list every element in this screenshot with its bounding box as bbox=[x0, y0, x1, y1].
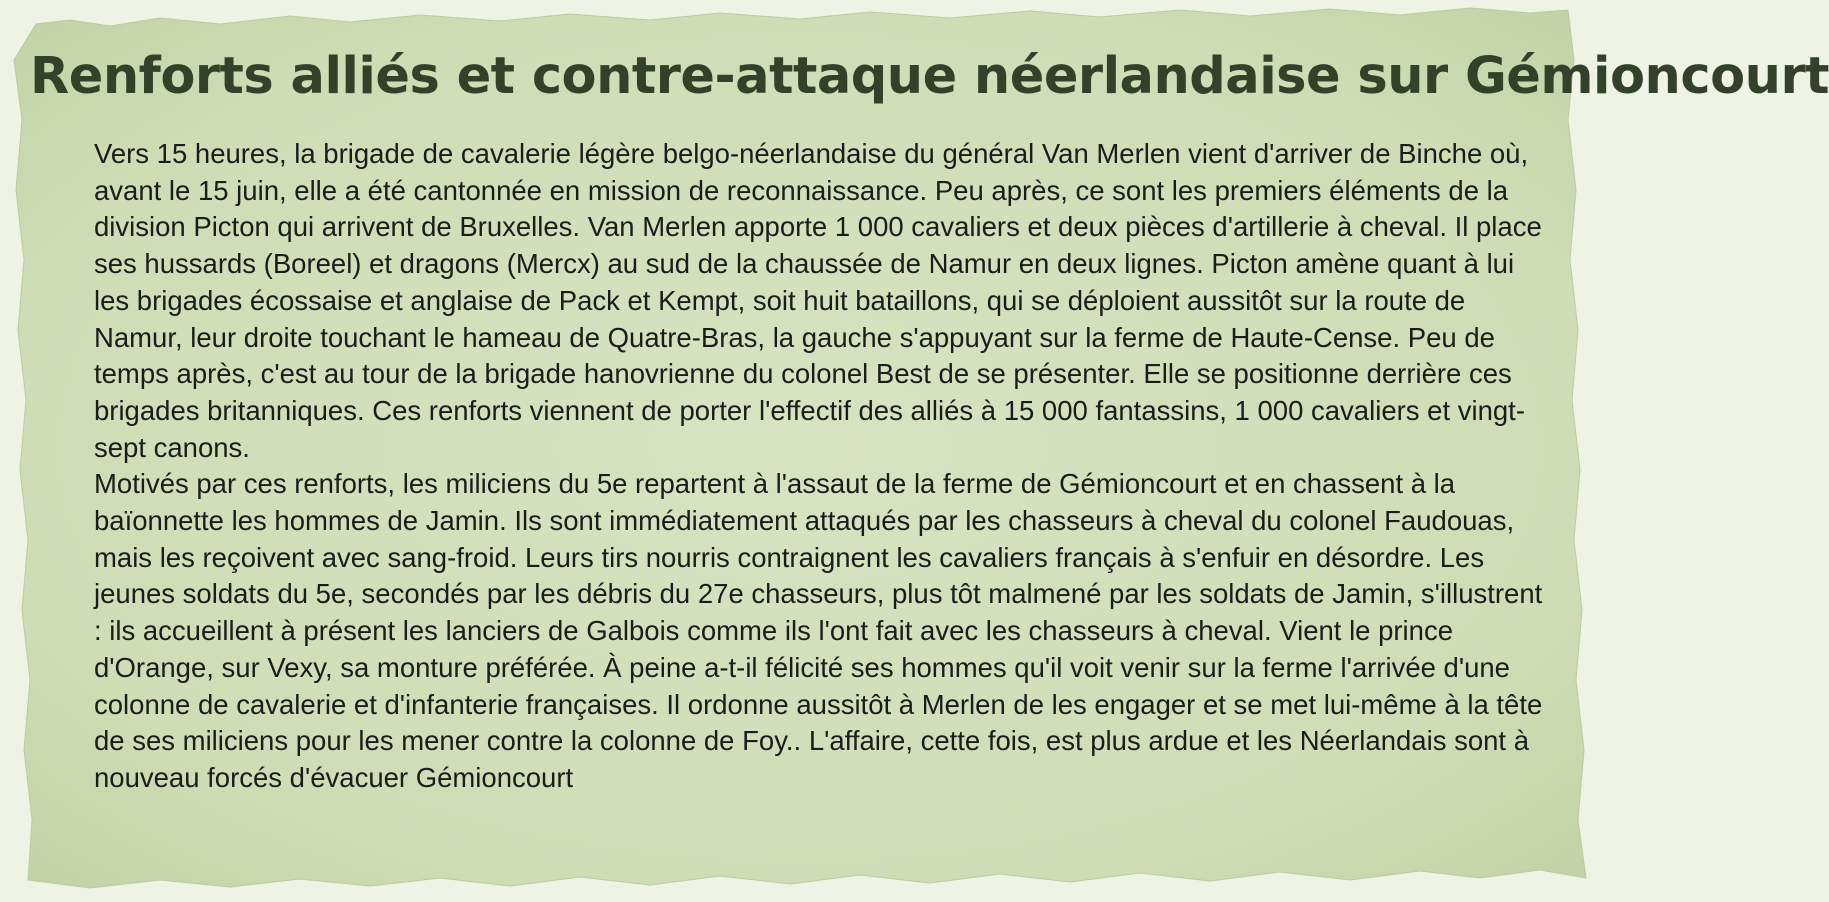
page-title: Renforts alliés et contre-attaque néerlandaise sur Gémioncourt bbox=[30, 47, 1829, 106]
paragraph: Motivés par ces renforts, les miliciens du 5e repartent à l'assaut de la ferme de Gémioncourt et en chassent à la baïonnette les hommes de Jamin. Ils sont immédiatement attaqués par les chasseurs à cheval du colonel Faudouas, mais les reçoivent avec sang-froid. Leurs tirs nourris contraignent les cavaliers français à s'enfuir en désordre. Les jeunes soldats du 5e, secondés par les débris du 27e chasseurs, plus tôt malmené par les soldats de Jamin, s'illustrent : ils accueillent à présent les lanciers de Galbois comme ils l'ont fait avec les chasseurs à cheval. Vient le prince d'Orange, sur Vexy, sa monture préférée. À peine a-t-il félicité ses hommes qu'il voit venir sur la ferme l'arrivée d'une colonne de cavalerie et d'infanterie françaises. Il ordonne aussitôt à Merlen de les engager et se met lui-même à la tête de ses miliciens pour les mener contre la colonne de Foy.. L'affaire, cette fois, est plus ardue et les Néerlandais sont à nouveau forcés d'évacuer Gémioncourt bbox=[94, 468, 1543, 793]
body-text bbox=[94, 136, 1544, 797]
paragraph: Vers 15 heures, la brigade de cavalerie légère belgo-néerlandaise du général Van Merlen vient d'arriver de Binche où, avant le 15 juin, elle a été cantonnée en mission de reconnaissance. Peu après, ce sont les premiers éléments de la division Picton qui arrivent de Bruxelles. Van Merlen apporte 1 000 cavaliers et deux pièces d'artillerie à cheval. Il place ses hussards (Boreel) et dragons (Mercx) au sud de la chaussée de Namur en deux lignes. Picton amène quant à lui les brigades écossaise et anglaise de Pack et Kempt, soit huit bataillons, qui se déploient aussitôt sur la route de Namur, leur droite touchant le hameau de Quatre-Bras, la gauche s'appuyant sur la ferme de Haute-Cense. Peu de temps après, c'est au tour de la brigade hanovrienne du colonel Best de se présenter. Elle se positionne derrière ces brigades britanniques. Ces renforts viennent de porter l'effectif des alliés à 15 000 fantassins, 1 000 cavaliers et vingt-sept canons. bbox=[94, 138, 1542, 463]
